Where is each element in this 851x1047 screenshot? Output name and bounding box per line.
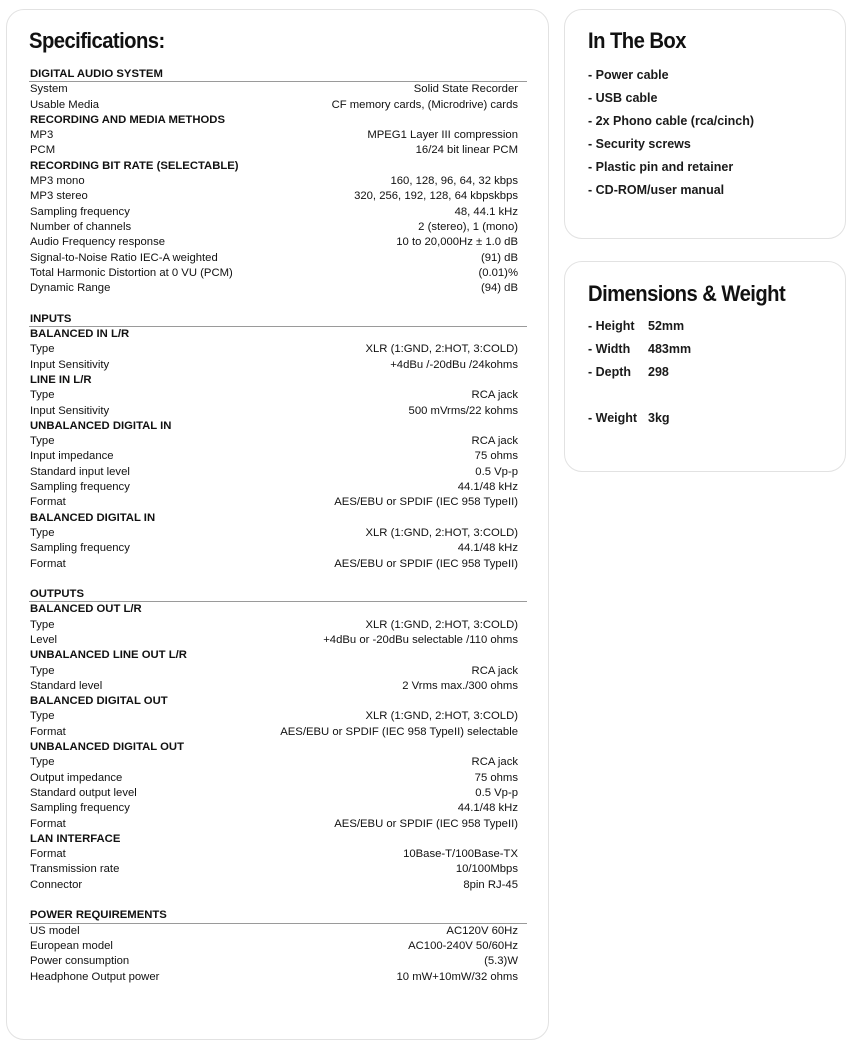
spec-value: +4dBu /-20dBu /24kohms <box>390 358 518 371</box>
spec-row <box>29 939 527 954</box>
spec-value: 44.1/48 kHz <box>457 481 518 494</box>
dimensions-list <box>588 315 691 430</box>
spec-row <box>29 725 527 740</box>
spec-row <box>29 755 527 770</box>
subsection-heading: UNBALANCED DIGITAL IN <box>30 419 172 432</box>
spec-label: Format <box>30 496 66 509</box>
spec-row <box>29 924 527 939</box>
spec-row <box>29 251 527 266</box>
dimension-label: - Weight <box>588 411 638 425</box>
spec-row <box>29 82 527 97</box>
box-item: - Plastic pin and retainer <box>588 160 734 174</box>
spec-value: (91) dB <box>480 251 518 264</box>
subsection-heading: BALANCED DIGITAL OUT <box>30 695 168 708</box>
section-heading: INPUTS <box>29 312 527 327</box>
spec-value: 8pin RJ-45 <box>463 878 518 891</box>
dimension-spacer <box>588 384 691 407</box>
spec-value: AC120V 60Hz <box>446 924 518 937</box>
spec-row <box>29 465 527 480</box>
specifications-card <box>6 9 549 1040</box>
spec-row <box>29 862 527 877</box>
spec-row <box>29 449 527 464</box>
spec-value: 75 ohms <box>474 771 518 784</box>
spec-row <box>29 709 527 724</box>
spec-label: Format <box>30 557 66 570</box>
spec-row <box>29 664 527 679</box>
dimension-value: 298 <box>648 365 669 379</box>
subsection-heading: RECORDING BIT RATE (SELECTABLE) <box>30 159 239 172</box>
spec-row <box>29 220 527 235</box>
spec-label: Type <box>30 526 55 539</box>
dimension-label: - Height <box>588 319 635 333</box>
subsection-heading: UNBALANCED LINE OUT L/R <box>30 649 187 662</box>
dimension-item <box>588 338 691 361</box>
spec-label: Format <box>30 848 66 861</box>
dimension-value: 483mm <box>648 342 692 356</box>
spec-value: 2 Vrms max./300 ohms <box>402 679 518 692</box>
dimensions-card <box>564 261 846 472</box>
spec-label: Transmission rate <box>30 863 120 876</box>
spec-label: Sampling frequency <box>30 802 130 815</box>
spec-value: AES/EBU or SPDIF (IEC 958 TypeII) <box>334 557 518 570</box>
spec-label: Standard input level <box>30 465 130 478</box>
spec-label: Format <box>30 725 66 738</box>
spec-label: European model <box>30 939 113 952</box>
section-spacer <box>29 572 527 587</box>
spec-row <box>29 128 527 143</box>
spec-value: XLR (1:GND, 2:HOT, 3:COLD) <box>365 343 518 356</box>
spec-row <box>29 404 527 419</box>
spec-value: AC100-240V 50/60Hz <box>408 939 518 952</box>
spec-label: Total Harmonic Distortion at 0 VU (PCM) <box>30 266 233 279</box>
spec-label: Type <box>30 618 55 631</box>
spec-value: (5.3)W <box>484 955 518 968</box>
box-item: - CD-ROM/user manual <box>588 183 725 197</box>
spec-value: 10 to 20,000Hz ± 1.0 dB <box>396 236 518 249</box>
dimension-item <box>588 407 691 430</box>
spec-row <box>29 954 527 969</box>
spec-row <box>29 174 527 189</box>
spec-value: 0.5 Vp-p <box>475 786 518 799</box>
spec-row <box>29 480 527 495</box>
spec-row <box>29 358 527 373</box>
box-item: - 2x Phono cable (rca/cinch) <box>588 114 755 128</box>
spec-label: Type <box>30 343 55 356</box>
spec-row <box>29 266 527 281</box>
in-the-box-card <box>564 9 846 239</box>
section-spacer <box>29 296 527 311</box>
subsection-heading: UNBALANCED DIGITAL OUT <box>30 741 184 754</box>
spec-label: Input Sensitivity <box>30 358 110 371</box>
spec-value: 500 mVrms/22 kohms <box>408 404 518 417</box>
spec-label: Input impedance <box>30 450 114 463</box>
section-spacer <box>29 893 527 908</box>
spec-row <box>29 618 527 633</box>
spec-value: 44.1/48 kHz <box>457 542 518 555</box>
spec-value: RCA jack <box>471 435 518 448</box>
spec-label: PCM <box>30 144 56 157</box>
subsection-heading: BALANCED OUT L/R <box>30 603 142 616</box>
spec-value: RCA jack <box>471 389 518 402</box>
spec-row <box>29 143 527 158</box>
spec-label: Format <box>30 817 66 830</box>
in-the-box-title: In The Box <box>588 28 686 53</box>
subsection-heading: BALANCED IN L/R <box>30 328 130 341</box>
spec-value: MPEG1 Layer III compression <box>367 129 518 142</box>
spec-value: AES/EBU or SPDIF (IEC 958 TypeII) <box>334 817 518 830</box>
subsection-heading: RECORDING AND MEDIA METHODS <box>30 113 225 126</box>
spec-row <box>29 771 527 786</box>
spec-row <box>29 878 527 893</box>
spec-label: MP3 mono <box>30 175 85 188</box>
section-heading: OUTPUTS <box>29 587 527 602</box>
spec-row <box>29 786 527 801</box>
spec-value: 2 (stereo), 1 (mono) <box>418 220 518 233</box>
spec-label: Output impedance <box>30 771 123 784</box>
spec-row <box>29 205 527 220</box>
spec-value: 320, 256, 192, 128, 64 kbpskbps <box>354 190 518 203</box>
spec-row <box>29 495 527 510</box>
spec-row <box>29 342 527 357</box>
spec-value: 44.1/48 kHz <box>457 802 518 815</box>
specifications-table <box>29 67 527 985</box>
section-heading: DIGITAL AUDIO SYSTEM <box>29 67 527 82</box>
spec-row <box>29 526 527 541</box>
spec-value: XLR (1:GND, 2:HOT, 3:COLD) <box>365 526 518 539</box>
spec-value: 75 ohms <box>474 450 518 463</box>
spec-value: 10 mW+10mW/32 ohms <box>396 970 518 983</box>
dimension-item <box>588 315 691 338</box>
dimension-value: 3kg <box>648 411 670 425</box>
spec-row <box>29 189 527 204</box>
spec-label: MP3 stereo <box>30 190 88 203</box>
spec-value: AES/EBU or SPDIF (IEC 958 TypeII) selectable <box>280 725 518 738</box>
spec-value: Solid State Recorder <box>413 83 518 96</box>
box-item: - Power cable <box>588 68 669 82</box>
spec-row <box>29 970 527 985</box>
spec-row <box>29 801 527 816</box>
spec-label: Sampling frequency <box>30 542 130 555</box>
spec-row <box>29 847 527 862</box>
spec-value: +4dBu or -20dBu selectable /110 ohms <box>323 633 518 646</box>
spec-label: Audio Frequency response <box>30 236 166 249</box>
dimensions-title: Dimensions & Weight <box>588 281 786 306</box>
spec-label: Input Sensitivity <box>30 404 110 417</box>
spec-value: (0.01)% <box>478 266 518 279</box>
spec-label: System <box>30 83 68 96</box>
section-heading: POWER REQUIREMENTS <box>29 908 527 923</box>
spec-label: Type <box>30 664 55 677</box>
spec-row <box>29 434 527 449</box>
spec-value: 160, 128, 96, 64, 32 kbps <box>390 175 518 188</box>
spec-row <box>29 235 527 250</box>
spec-label: Sampling frequency <box>30 481 130 494</box>
box-item: - USB cable <box>588 91 658 105</box>
spec-label: Signal-to-Noise Ratio IEC-A weighted <box>30 251 218 264</box>
dimension-label: - Depth <box>588 365 632 379</box>
spec-value: XLR (1:GND, 2:HOT, 3:COLD) <box>365 618 518 631</box>
spec-value: 48, 44.1 kHz <box>454 205 518 218</box>
spec-label: Usable Media <box>30 98 100 111</box>
spec-label: Type <box>30 389 55 402</box>
spec-value: RCA jack <box>471 756 518 769</box>
subsection-heading: BALANCED DIGITAL IN <box>30 511 156 524</box>
spec-label: Type <box>30 435 55 448</box>
spec-label: Connector <box>30 878 83 891</box>
dimension-value: 52mm <box>648 319 685 333</box>
dimension-label: - Width <box>588 342 631 356</box>
spec-label: MP3 <box>30 129 54 142</box>
spec-row <box>29 557 527 572</box>
box-item: - Security screws <box>588 137 691 151</box>
spec-row <box>29 679 527 694</box>
spec-row <box>29 633 527 648</box>
subsection-heading: LAN INTERFACE <box>30 832 121 845</box>
spec-label: Dynamic Range <box>30 282 111 295</box>
spec-value: AES/EBU or SPDIF (IEC 958 TypeII) <box>334 496 518 509</box>
spec-row <box>29 98 527 113</box>
spec-row <box>29 817 527 832</box>
spec-label: Headphone Output power <box>30 970 160 983</box>
spec-label: Standard output level <box>30 786 137 799</box>
dimension-item <box>588 361 691 384</box>
spec-label: Number of channels <box>30 220 132 233</box>
spec-label: Type <box>30 756 55 769</box>
spec-value: 10/100Mbps <box>455 863 518 876</box>
spec-value: 0.5 Vp-p <box>475 465 518 478</box>
spec-row <box>29 541 527 556</box>
spec-value: (94) dB <box>480 282 518 295</box>
in-the-box-list <box>588 64 754 202</box>
subsection-heading: LINE IN L/R <box>30 373 92 386</box>
spec-value: 16/24 bit linear PCM <box>415 144 518 157</box>
spec-label: Level <box>30 633 58 646</box>
specifications-title: Specifications: <box>29 28 165 53</box>
spec-label: US model <box>30 924 80 937</box>
spec-label: Power consumption <box>30 955 130 968</box>
spec-value: RCA jack <box>471 664 518 677</box>
spec-value: XLR (1:GND, 2:HOT, 3:COLD) <box>365 710 518 723</box>
spec-label: Type <box>30 710 55 723</box>
spec-label: Standard level <box>30 679 103 692</box>
spec-row <box>29 281 527 296</box>
spec-value: 10Base-T/100Base-TX <box>403 848 518 861</box>
spec-value: CF memory cards, (Microdrive) cards <box>331 98 518 111</box>
spec-label: Sampling frequency <box>30 205 130 218</box>
spec-row <box>29 388 527 403</box>
